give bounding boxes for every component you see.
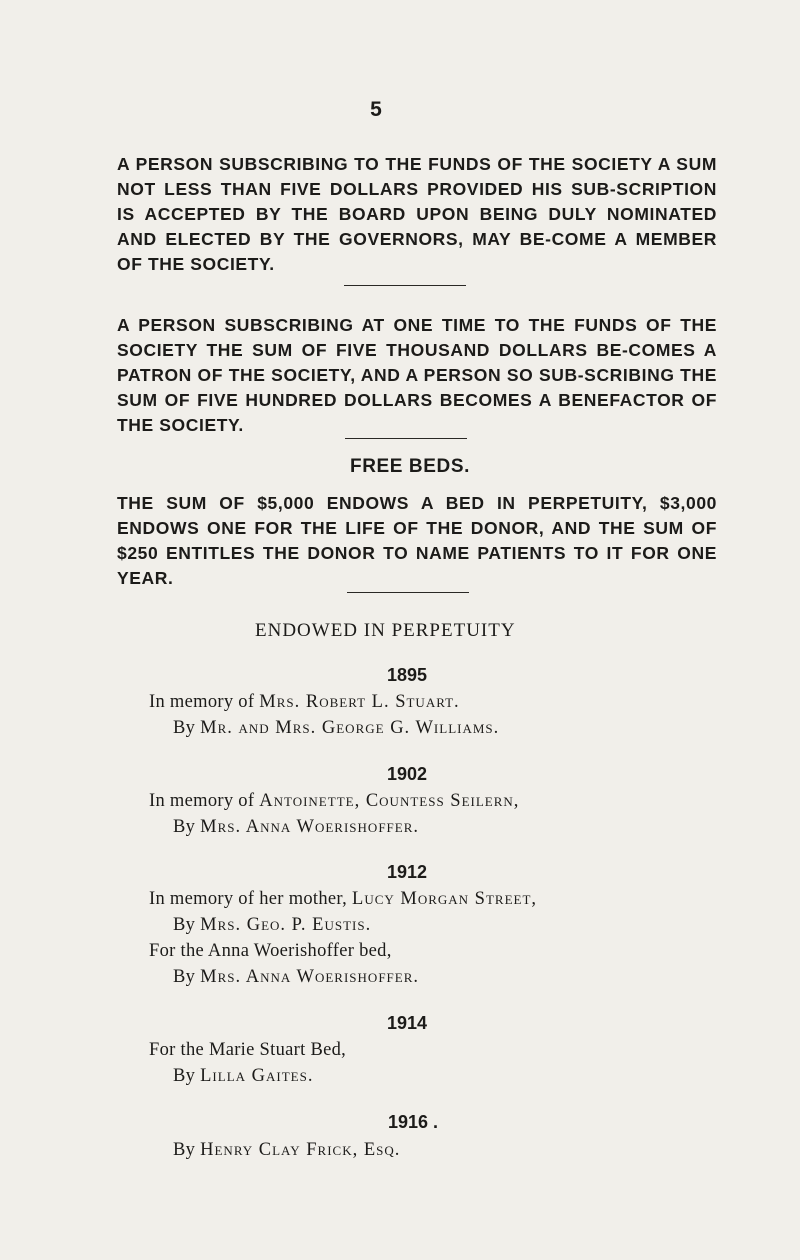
section-divider (345, 438, 467, 439)
endowment-line: By Henry Clay Frick, Esq. (173, 1140, 401, 1160)
endowment-line: By Mr. and Mrs. George G. Williams. (173, 718, 500, 738)
endowment-line: In memory of Mrs. Robert L. Stuart. (149, 692, 460, 712)
free-beds-paragraph: THE SUM OF $5,000 ENDOWS A BED IN PERPETUITY, $3,000 ENDOWS ONE FOR THE LIFE OF THE DONOR, AND THE SUM OF $250 ENTITLES THE DONOR TO NAME PATIENTS TO IT FOR ONE YEAR. (117, 493, 717, 588)
membership-paragraph: A PERSON SUBSCRIBING TO THE FUNDS OF THE SOCIETY A SUM NOT LESS THAN FIVE DOLLARS PROVIDED HIS SUB-SCRIPTION IS ACCEPTED BY THE BOARD UPON BEING DULY NOMINATED AND ELECTED BY THE GOVERNORS, MAY BE-COME A MEMBER OF THE SOCIETY. (117, 154, 717, 274)
free-beds-heading: FREE BEDS. (349, 456, 471, 477)
endowment-line: In memory of her mother, Lucy Morgan Street, (149, 889, 538, 909)
endowment-line: For the Anna Woerishoffer bed, (149, 941, 392, 961)
section-divider (347, 592, 469, 593)
endowment-line: In memory of Antoinette, Countess Seilern, (149, 791, 520, 811)
year-heading: 1895 (386, 665, 428, 685)
patron-paragraph: A PERSON SUBSCRIBING AT ONE TIME TO THE FUNDS OF THE SOCIETY THE SUM OF FIVE THOUSAND DOLLARS BE-COMES A PATRON OF THE SOCIETY, AND A PERSON SO SUB-SCRIBING THE SUM OF FIVE HUNDRED DOLLARS BECOMES A BENEFACTOR OF THE SOCIETY. (117, 315, 717, 435)
year-heading: 1912 (386, 862, 428, 882)
year-heading: 1916 . (387, 1112, 439, 1132)
endowment-line: By Lilla Gaites. (173, 1066, 314, 1086)
endowment-line: By Mrs. Geo. P. Eustis. (173, 915, 372, 935)
endowment-line: By Mrs. Anna Woerishoffer. (173, 967, 420, 987)
endowed-heading: ENDOWED IN PERPETUITY (255, 620, 516, 641)
year-heading: 1902 (386, 764, 428, 784)
year-heading: 1914 (386, 1013, 428, 1033)
endowment-line: For the Marie Stuart Bed, (149, 1040, 347, 1060)
page-number: 5 (370, 98, 382, 121)
section-divider (344, 285, 466, 286)
endowment-line: By Mrs. Anna Woerishoffer. (173, 817, 420, 837)
